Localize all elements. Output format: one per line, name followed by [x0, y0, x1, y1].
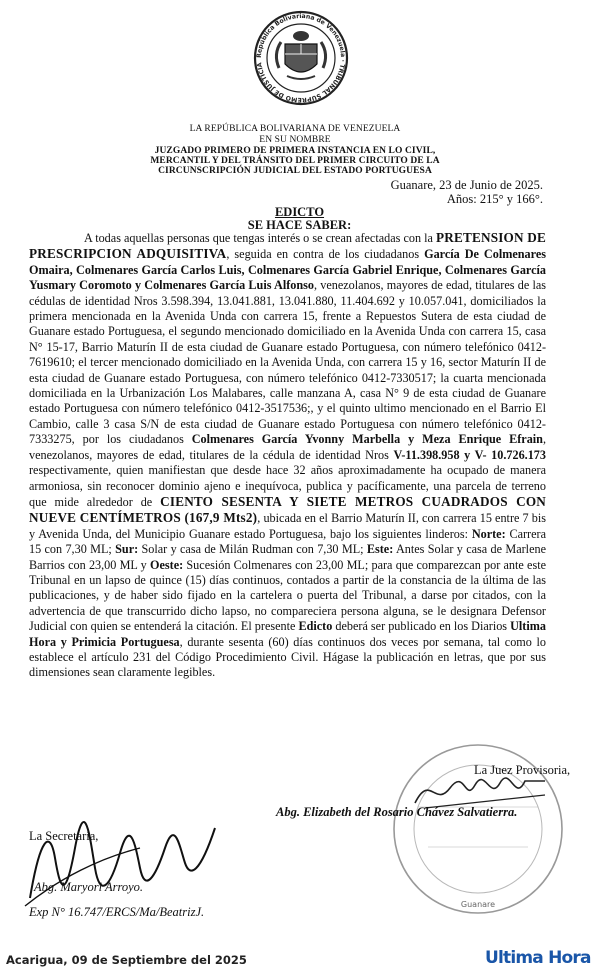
edict-body — [29, 230, 546, 681]
body-p01: A todas aquellas personas que tengas interés o se crean afectadas con la — [84, 231, 433, 245]
body-norte: Norte: — [471, 526, 506, 541]
body-plaintiffs: Colmenares García Yvonny Marbella y Meza Enrique Efrain — [191, 432, 543, 447]
body-p11: , ubicada en el Barrio Maturín II, con carrera 15 entre 7 bis y Avenida Unda, del Municipio Guanare estado Portuguesa, bajo los siguientes linderos: — [29, 511, 547, 541]
newspaper-logo — [485, 948, 591, 968]
coat-of-arms-seal-icon — [253, 6, 349, 110]
body-p05: , venezolanos, mayores de edad, titulares de las cédulas de identidad Nros 3.598.394, 13.041.881, 13.041.880, 11.404.692 y 10.057.041, domiciliados la primera mencionada en la Avenida Unda con carrera 15, frente a Repuestos Sutera de esta ciudad de Guanare estado Portuguesa, el segundo mencionado domiciliado en la Avenida Unda con carrera 15, casa N° 15-17, Barrio Maturín II de esta ciudad de Guanare estado Portuguesa, con número telefónico 0412-7619610; el tercer mencionado domiciliado en la Avenida Unda, con carrera 15 y 16, sector Maturín II de esta ciudad de Guanare estado Portuguesa, con número telefónico 0412-7330517; la cuarta mencionada domiciliada en la Urbanización Los Malabares, calle manzana A, casa N° 9 de esta ciudad de Guanare estado Portuguesa con número telefónico 0412-3517536;, y el quinto ultimo mencionado en el Barrio El Cambio, calle 3 casa S/N de esta ciudad de Guanare estado Portuguesa con número telefónico 0412-7333275, por los ciudadanos — [29, 278, 546, 447]
header-en-su-nombre: EN SU NOMBRE — [259, 135, 331, 145]
body-p03: , seguida en contra de los ciudadanos — [226, 247, 425, 262]
body-p07: , venezolanos, mayores de edad, titulares de la cédula de identidad Nros — [29, 432, 546, 462]
judge-title: La Juez Provisoria, — [474, 763, 571, 777]
body-p19: Sucesión Colmenares con 23,00 ML; para que comparezcan por ante este Tribunal en un lapso de quince (15) días continuos, contados a partir de la constancia de la última de las publicaciones, y de haber sido fijado en la cartelera o puerta del Tribunal, a darse por citados, con la advertencia de que transcurrido dicho lapso, no compareciera persona alguna, se le designara Defensor Judicial con quien se entenderá la citación. El presente — [29, 557, 546, 634]
body-newspapers: Ultima Hora y Primicia Portuguesa — [29, 619, 546, 649]
body-p17: Antes Solar y casa de Marlene Barrios con 23,00 ML y — [29, 542, 546, 572]
body-p15: Solar y casa de Milán Rudman con 7,30 ML; — [138, 542, 367, 557]
header-court-line2: MERCANTIL Y DEL TRÁNSITO DEL PRIMER CIRCUITO DE LA — [150, 156, 440, 166]
header-republic: LA REPÚBLICA BOLIVARIANA DE VENEZUELA — [189, 124, 401, 134]
body-edicto: Edicto — [298, 619, 333, 634]
judge-name: Abg. Elizabeth del Rosario Chávez Salvatierra. — [276, 805, 518, 819]
body-pretension: PRETENSION DE PRESCRIPCION ADQUISITIVA — [29, 230, 546, 262]
body-p23: , durante sesenta (60) días continuos dos veces por semana, tal como lo establece el artículo 231 del Código Procedimiento Civil. Hágase la publicación en letras, que por sus dimensiones sean claramente legibles. — [29, 634, 546, 680]
document-title: EDICTO — [274, 205, 325, 219]
document-subtitle: SE HACE SABER: — [247, 218, 352, 232]
secretary-title: La Secretaria, — [29, 829, 99, 843]
document-date: Guanare, 23 de Junio de 2025. — [390, 178, 543, 192]
secretary-name: Abg. Maryori Arroyo. — [34, 880, 144, 894]
header-court-line3: CIRCUNSCRIPCIÓN JUDICIAL DEL ESTADO PORTUGUESA — [158, 166, 432, 176]
seal-ring-text: República Bolivariana de Venezuela · TRIBUNAL SUPREMO DE JUSTICIA — [255, 12, 347, 104]
logo-word-hora: Hora — [548, 948, 591, 968]
body-p21: deberá ser publicado en los Diarios — [332, 619, 511, 634]
body-plaintiff-ids: V-11.398.958 y V- 10.726.173 — [393, 447, 546, 462]
document-years: Años: 215° y 166°. — [446, 192, 543, 206]
body-sur: Sur: — [115, 542, 139, 557]
body-defendants: García De Colmenares Omaira, Colmenares García Carlos Luis, Colmenares García Gabriel Enrique, Colmenares García Yusmary Coromoto y Colmenares García Luis Alfonso — [29, 247, 546, 293]
body-oeste: Oeste: — [150, 557, 184, 572]
logo-word-ultima: Ultima — [485, 948, 543, 968]
body-p13: Carrera 15 con 7,30 ML; — [29, 526, 546, 557]
publication-date: Acarigua, 09 de Septiembre del 2025 — [6, 953, 247, 967]
body-area: CIENTO SESENTA Y SIETE METROS CUADRADOS CON NUEVE CENTÍMETROS (167,9 Mts2) — [29, 493, 547, 526]
header-court-line1: JUZGADO PRIMERO DE PRIMERA INSTANCIA EN LO CIVIL, — [154, 146, 436, 156]
body-este: Este: — [366, 542, 394, 557]
body-p09: respectivamente, quien manifiestan que desde hace 32 años aproximadamente ha ocupado de manera armoniosa, sin reconocer dominio ajeno e inequívoca, publica y pacíficamente, una parcela de terreno que mide alrededor de — [29, 463, 546, 509]
stamp-city-text: Guanare — [460, 900, 496, 909]
expediente-number: Exp N° 16.747/ERCS/Ma/BeatrizJ. — [29, 905, 205, 919]
